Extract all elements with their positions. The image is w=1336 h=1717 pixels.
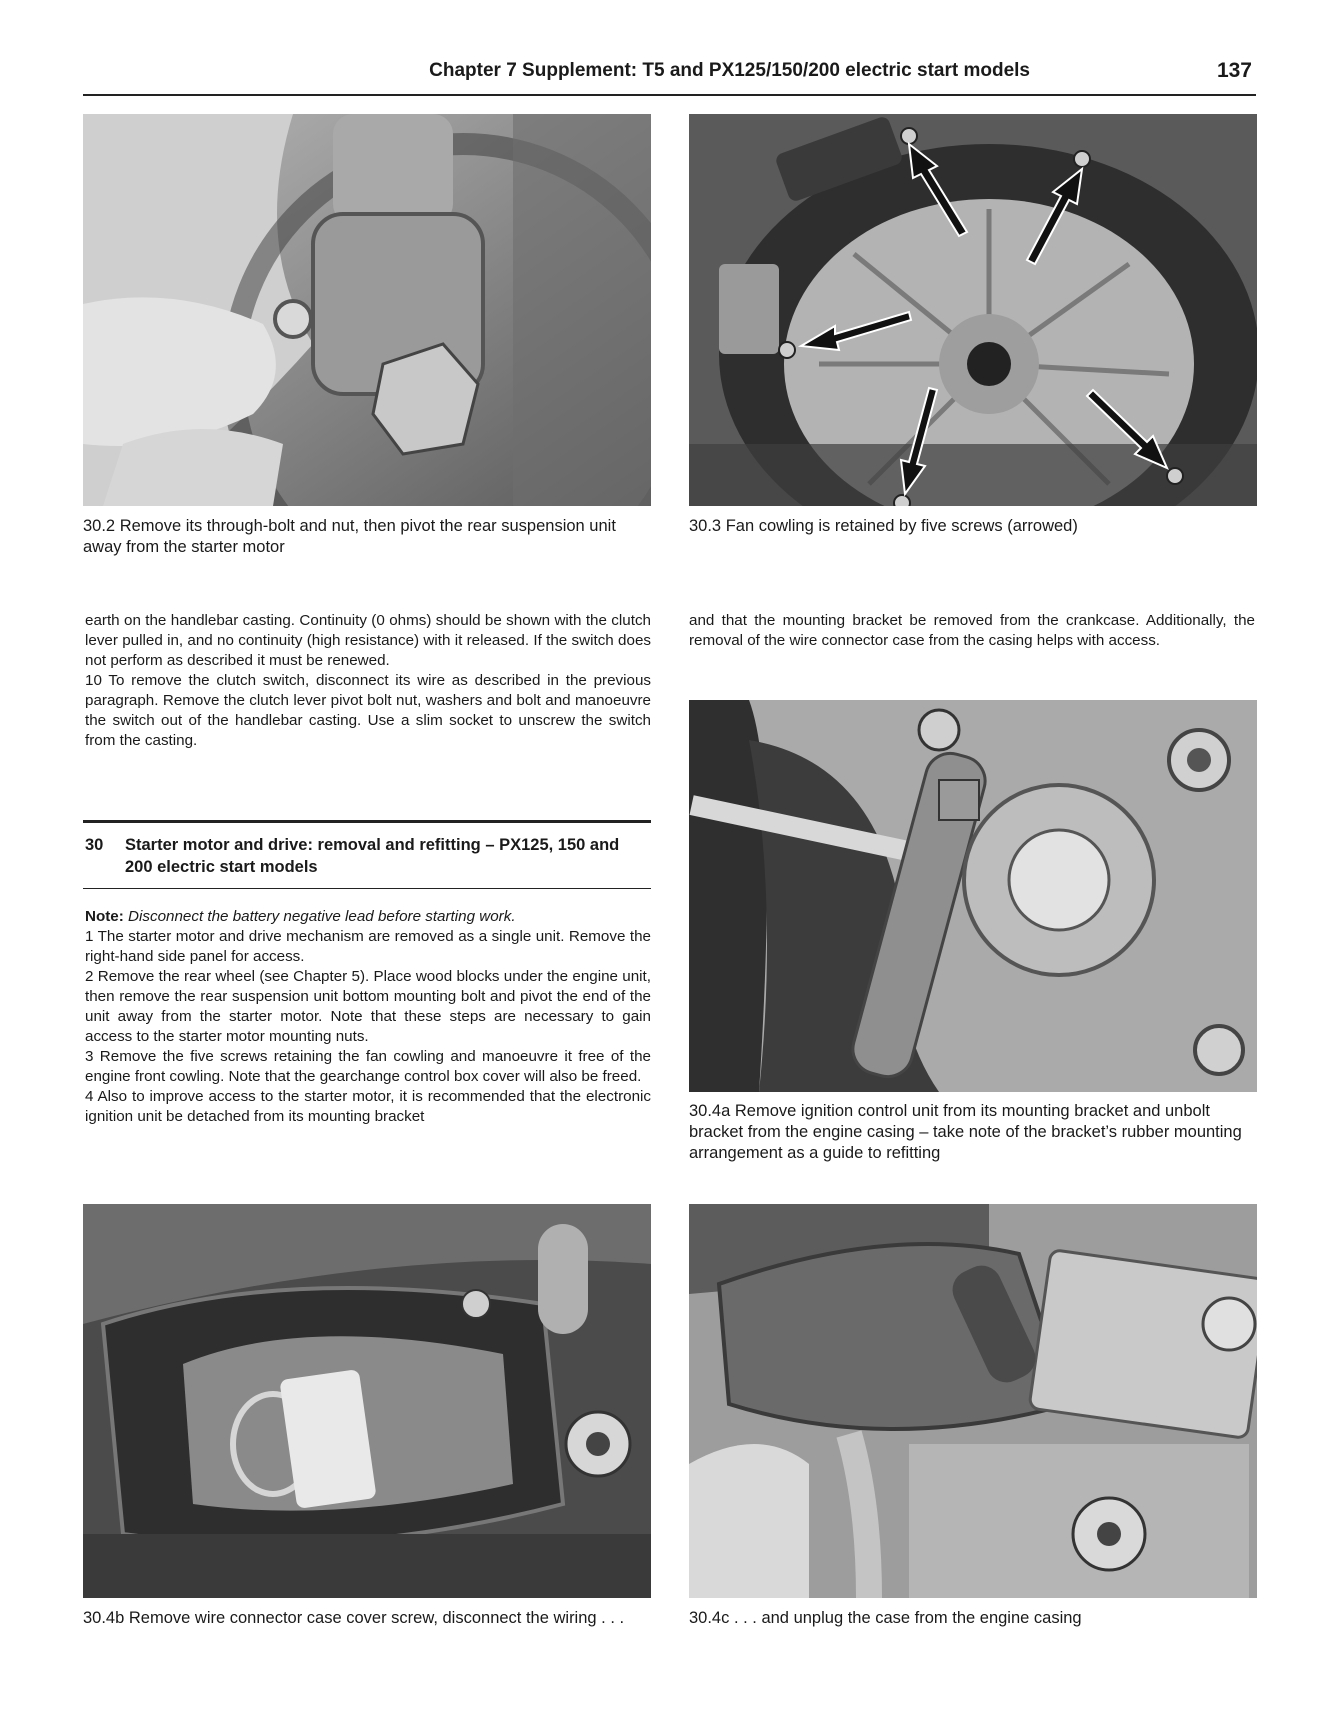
caption-30-4c: 30.4c . . . and unplug the case from the engine casing [689, 1609, 1082, 1627]
photo-30-4c [689, 1204, 1257, 1598]
photo-30-4a [689, 700, 1257, 1092]
left-bottom-text [85, 907, 651, 1127]
caption-30-3: 30.3 Fan cowling is retained by five screws (arrowed) [689, 517, 1078, 535]
right-top-text [689, 611, 1255, 651]
caption-30-4a: 30.4a Remove ignition control unit from its mounting bracket and unbolt bracket from the engine casing – take note of the bracket’s rubber mounting arrangement as a guide to refitting [689, 1102, 1242, 1162]
photo-30-3 [689, 114, 1257, 506]
photo-30-4b [83, 1204, 651, 1598]
section-heading [83, 820, 651, 889]
note-text: Disconnect the battery negative lead before starting work. [128, 908, 516, 925]
page-number: 137 [1216, 59, 1252, 82]
note [85, 907, 651, 927]
caption-30-4b: 30.4b Remove wire connector case cover screw, disconnect the wiring . . . [83, 1609, 625, 1627]
paragraph: earth on the handlebar casting. Continuity (0 ohms) should be shown with the clutch lever pulled in, and no continuity (high resistance) with it released. If the switch does not perform as described it must be renewed. [85, 612, 651, 669]
caption-30-2: 30.2 Remove its through-bolt and nut, then pivot the rear suspension unit away from the starter motor [83, 517, 616, 556]
page-header [83, 56, 1256, 96]
paragraph: and that the mounting bracket be removed from the crankcase. Additionally, the removal of the wire connector case from the casing helps with access. [689, 612, 1255, 649]
step-2: 2 Remove the rear wheel (see Chapter 5). Place wood blocks under the engine unit, then remove the rear suspension unit bottom mounting bolt and pivot the end of the unit away from the starter motor. Note that these steps are necessary to gain access to the starter motor mounting nuts. [85, 968, 651, 1045]
section-title: Starter motor and drive: removal and refitting – PX125, 150 and 200 electric start models [125, 836, 620, 876]
photo-30-2 [83, 114, 651, 506]
section-number: 30 [85, 836, 104, 854]
step-1: 1 The starter motor and drive mechanism are removed as a single unit. Remove the right-hand side panel for access. [85, 928, 651, 965]
paragraph-step-10: 10 To remove the clutch switch, disconnect its wire as described in the previous paragraph. Remove the clutch lever pivot bolt nut, washers and bolt and manoeuvre the switch out of the handlebar casting. Use a slim socket to unscrew the switch from the casting. [85, 672, 651, 749]
left-top-text [85, 611, 651, 751]
step-4: 4 Also to improve access to the starter motor, it is recommended that the electronic ignition unit be detached from its mounting bracket [85, 1088, 651, 1125]
note-label: Note: [85, 908, 124, 925]
chapter-title: Chapter 7 Supplement: T5 and PX125/150/200 electric start models [429, 60, 1030, 81]
step-3: 3 Remove the five screws retaining the fan cowling and manoeuvre it free of the engine front cowling. Note that the gearchange control box cover will also be freed. [85, 1048, 651, 1085]
